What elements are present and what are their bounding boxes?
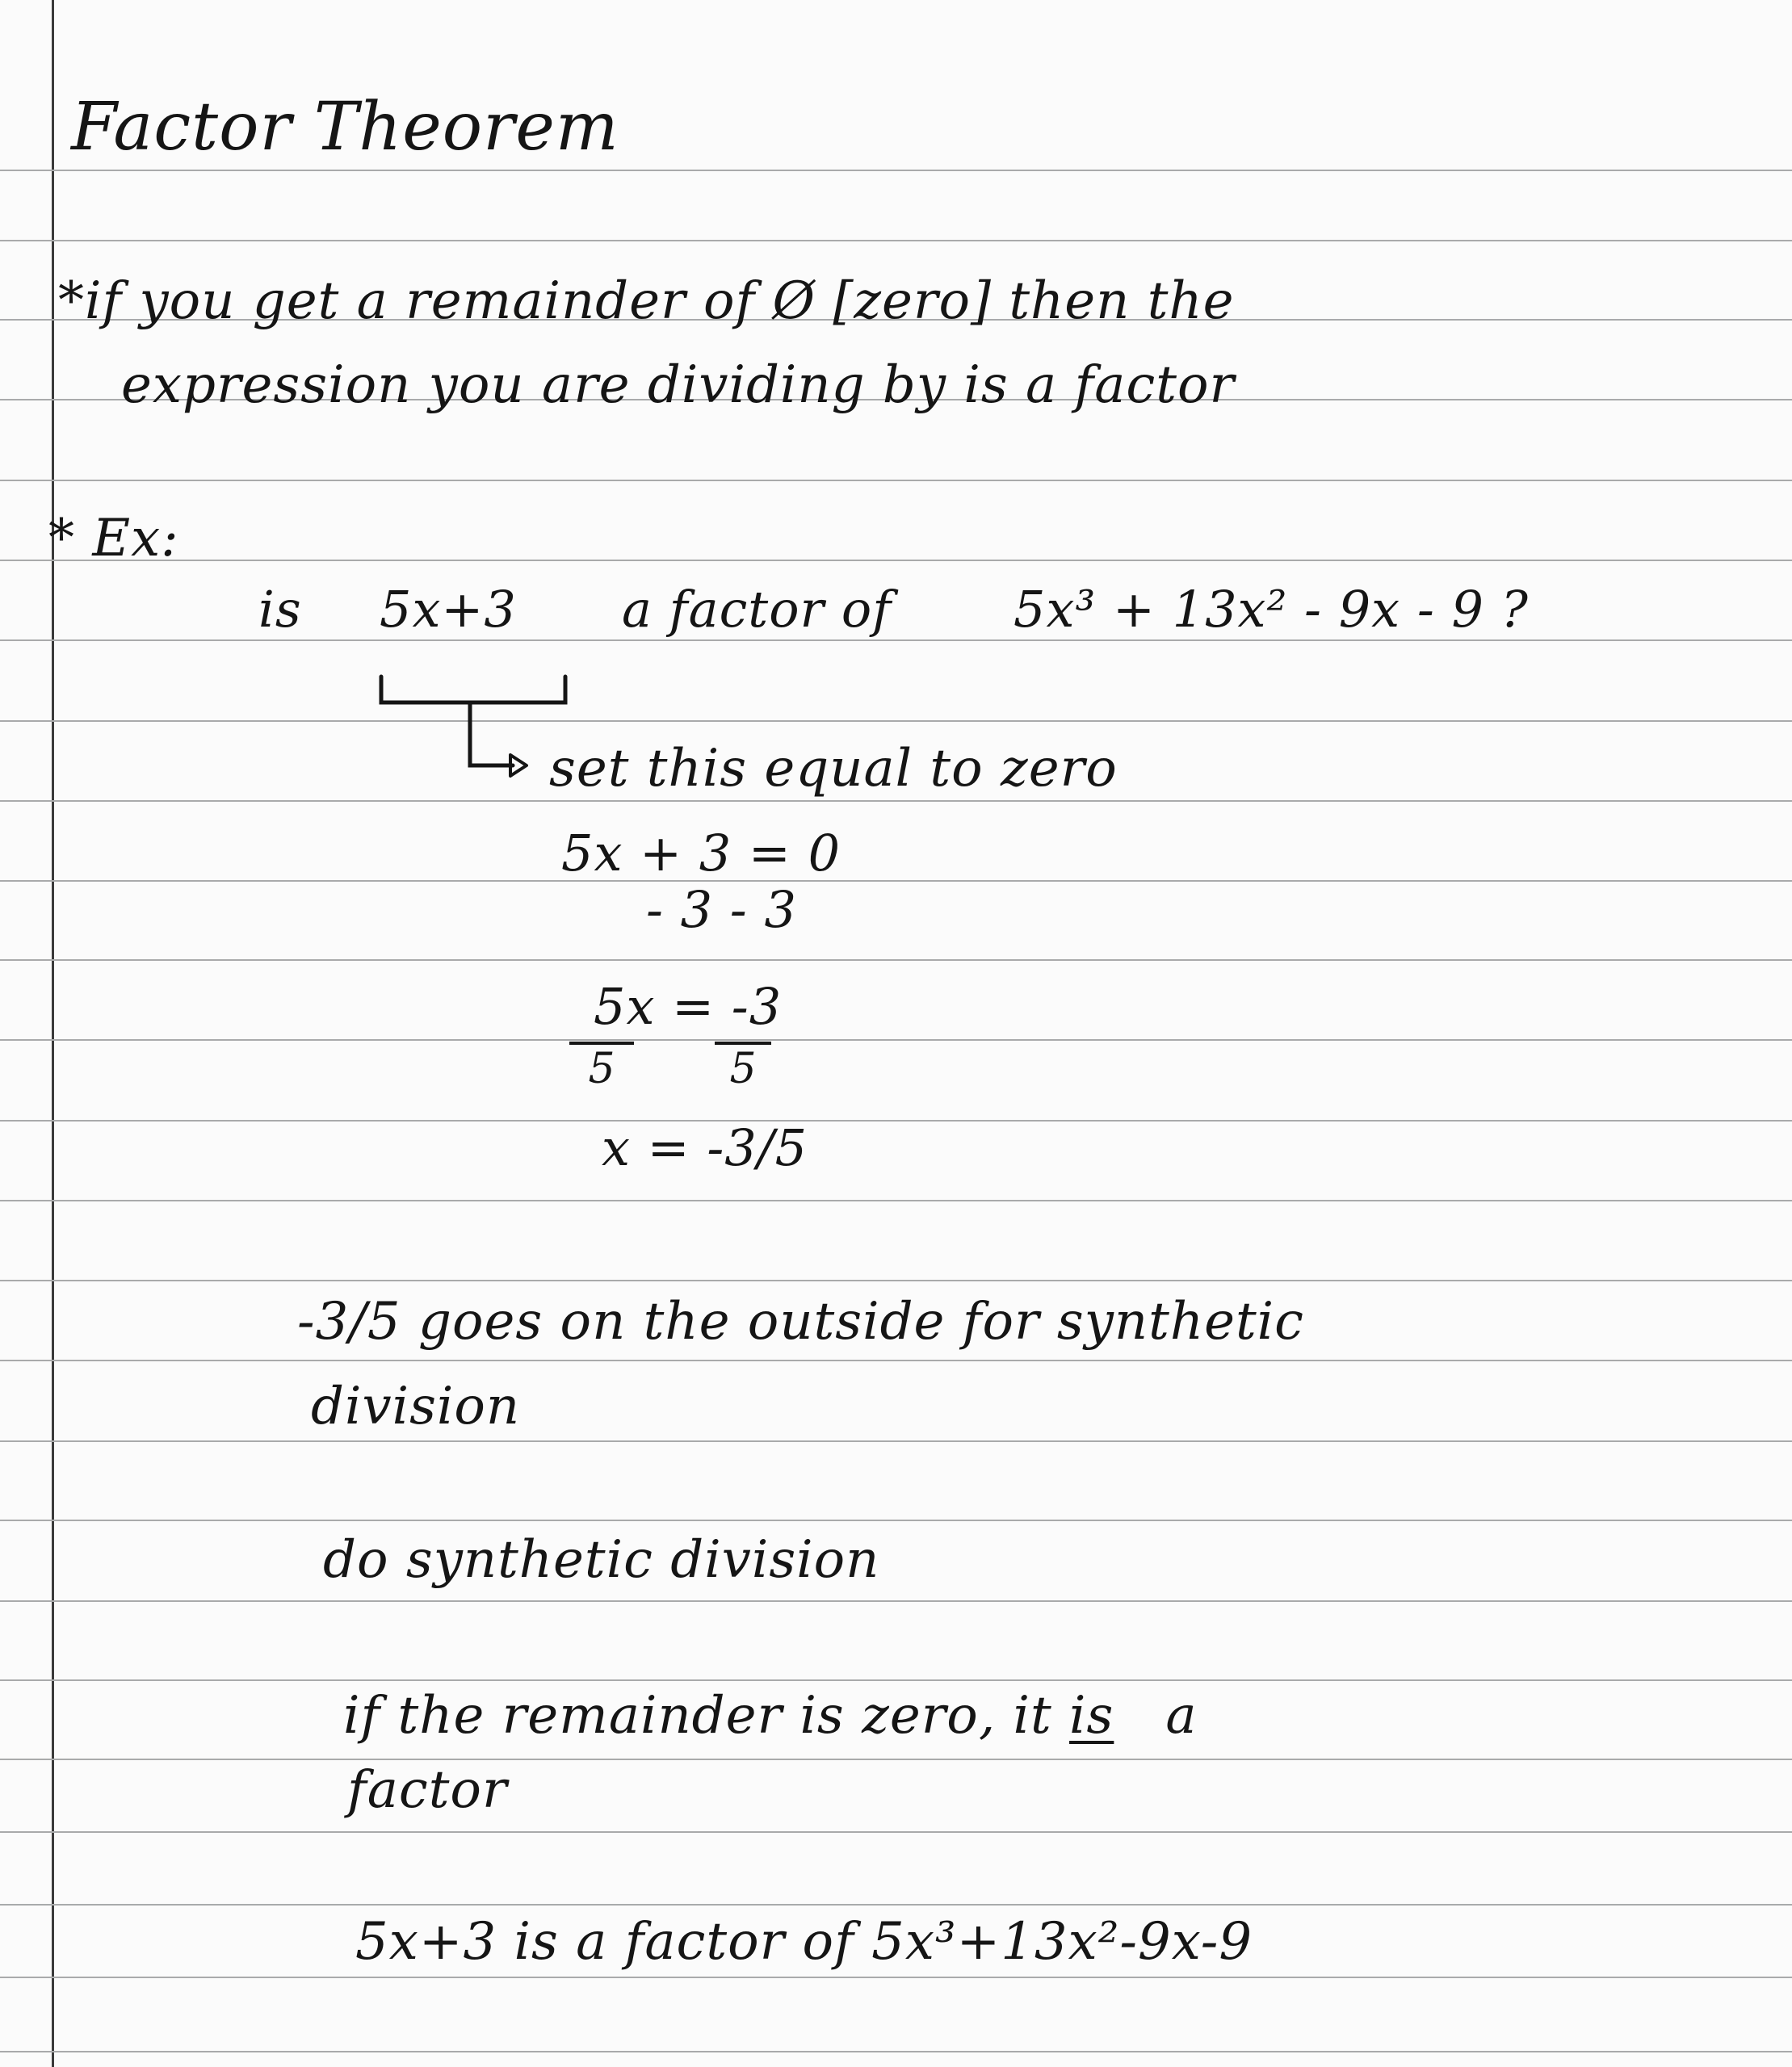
equation-step-3: x = -3/5 [602, 1118, 808, 1177]
ruled-line [0, 1977, 1792, 1978]
ruled-line [0, 1759, 1792, 1760]
ruled-line [0, 800, 1792, 802]
ruled-line [0, 170, 1792, 171]
outside-note-line-2: division [311, 1377, 521, 1436]
remainder-note-text-a: if the remainder is zero, it [343, 1686, 1052, 1746]
page-title: Factor Theorem [71, 89, 619, 166]
ruled-line [0, 240, 1792, 241]
polynomial-expression: 5x³ + 13x² - 9x - 9 ? [1014, 580, 1529, 639]
ruled-line [0, 1280, 1792, 1281]
question-prefix: is [258, 580, 302, 639]
do-synthetic-note: do synthetic division [323, 1530, 880, 1590]
denominator-right: 5 [715, 1042, 771, 1093]
ruled-line [0, 1679, 1792, 1681]
ruled-line [0, 1200, 1792, 1201]
ruled-line [0, 959, 1792, 961]
bracket-arrow-icon [371, 670, 565, 791]
rule-note-line-2: expression you are dividing by is a factor [121, 355, 1236, 415]
ruled-line [0, 1440, 1792, 1442]
ruled-line [0, 1600, 1792, 1602]
outside-note-line-1: -3/5 goes on the outside for synthetic [297, 1292, 1304, 1352]
ruled-line [0, 1360, 1792, 1361]
remainder-note-line-1 [343, 1686, 1198, 1746]
ruled-line [0, 1904, 1792, 1906]
remainder-note-line-2: factor [347, 1760, 508, 1820]
equation-step-1: 5x + 3 = 0 [561, 824, 841, 883]
ruled-line [0, 1831, 1792, 1833]
margin-line [52, 0, 54, 2067]
ruled-line [0, 880, 1792, 882]
equation-step-1-subtract: - 3 - 3 [646, 880, 797, 939]
example-label: * Ex: [48, 509, 179, 568]
equation-step-2: 5x = -3 [594, 977, 783, 1036]
ruled-line [0, 639, 1792, 641]
remainder-note-text-b: a [1165, 1686, 1198, 1746]
ruled-line [0, 560, 1792, 561]
arrow-note: set this equal to zero [549, 739, 1118, 799]
ruled-line [0, 1120, 1792, 1122]
conclusion-statement: 5x+3 is a factor of 5x³+13x²-9x-9 [355, 1912, 1253, 1972]
ruled-line [0, 720, 1792, 722]
ruled-line [0, 2051, 1792, 2052]
denominator-left: 5 [569, 1042, 634, 1093]
remainder-note-is-underlined: is [1069, 1686, 1114, 1746]
ruled-line [0, 1039, 1792, 1041]
ruled-line [0, 480, 1792, 481]
question-mid: a factor of [622, 580, 892, 639]
rule-note-line-1: *if you get a remainder of Ø [zero] then the [58, 271, 1235, 331]
divisor-expression: 5x+3 [380, 580, 517, 639]
ruled-line [0, 1520, 1792, 1521]
